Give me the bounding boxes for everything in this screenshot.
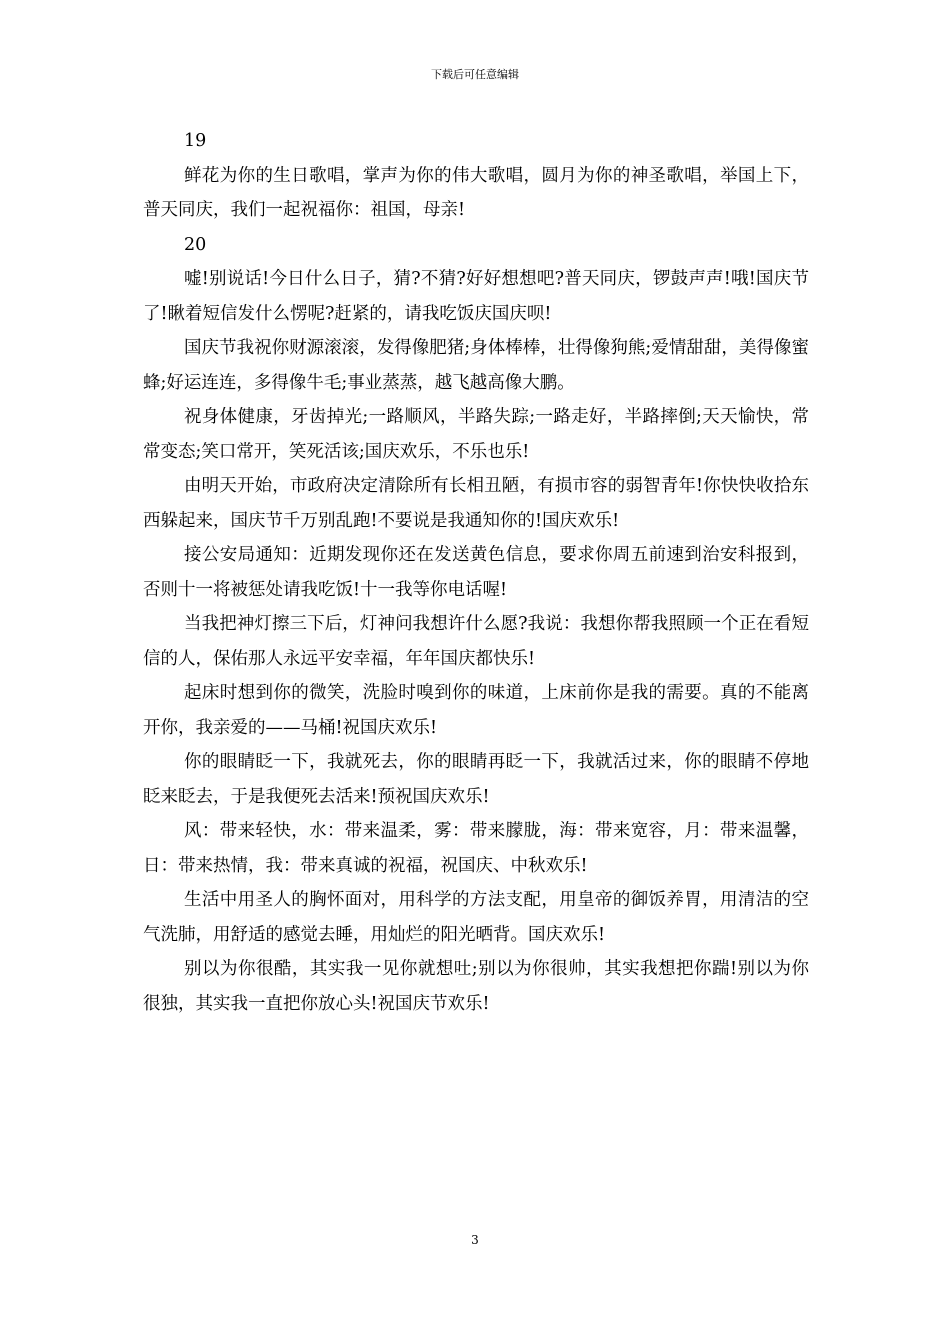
page-header: 下载后可任意编辑	[431, 68, 519, 81]
page-number: 3	[471, 1233, 479, 1247]
item-number: 19	[184, 131, 207, 151]
paragraph: 你的眼睛眨一下，我就死去，你的眼睛再眨一下，我就活过来，你的眼睛不停地眨来眨去，于是我便死去活来!预祝国庆欢乐!	[143, 752, 809, 807]
paragraph: 起床时想到你的微笑，洗脸时嗅到你的味道，上床前你是我的需要。真的不能离开你，我亲爱的——马桶!祝国庆欢乐!	[143, 683, 809, 738]
paragraph: 国庆节我祝你财源滚滚，发得像肥猪;身体棒棒，壮得像狗熊;爱情甜甜，美得像蜜蜂;好运连连，多得像牛毛;事业蒸蒸，越飞越高像大鹏。	[143, 338, 809, 393]
paragraph: 嘘!别说话!今日什么日子，猜?不猜?好好想想吧?普天同庆，锣鼓声声!哦!国庆节了!瞅着短信发什么愣呢?赶紧的，请我吃饭庆国庆呗!	[143, 269, 809, 324]
paragraph: 接公安局通知：近期发现你还在发送黄色信息，要求你周五前速到治安科报到，否则十一将被惩处请我吃饭!十一我等你电话喔!	[143, 545, 809, 600]
item-number: 20	[184, 234, 207, 255]
paragraph: 由明天开始，市政府决定清除所有长相丑陋，有损市容的弱智青年!你快快收拾东西躲起来，国庆节千万别乱跑!不要说是我通知你的!国庆欢乐!	[143, 476, 809, 531]
paragraph: 风：带来轻快，水：带来温柔，雾：带来朦胧，海：带来宽容，月：带来温馨，日：带来热情，我：带来真诚的祝福，祝国庆、中秋欢乐!	[143, 821, 809, 876]
paragraph: 当我把神灯擦三下后，灯神问我想许什么愿?我说：我想你帮我照顾一个正在看短信的人，保佑那人永远平安幸福，年年国庆都快乐!	[143, 614, 809, 669]
paragraph: 祝身体健康，牙齿掉光;一路顺风，半路失踪;一路走好，半路摔倒;天天愉快，常常变态;笑口常开，笑死活该;国庆欢乐，不乐也乐!	[143, 407, 809, 462]
document-body	[143, 124, 809, 1021]
paragraph: 别以为你很酷，其实我一见你就想吐;别以为你很帅，其实我想把你踹!别以为你很独，其实我一直把你放心头!祝国庆节欢乐!	[143, 959, 809, 1014]
paragraph: 生活中用圣人的胸怀面对，用科学的方法支配，用皇帝的御饭养胃，用清洁的空气洗肺，用舒适的感觉去睡，用灿烂的阳光晒背。国庆欢乐!	[143, 890, 809, 945]
paragraph: 鲜花为你的生日歌唱，掌声为你的伟大歌唱，圆月为你的神圣歌唱，举国上下，普天同庆，我们一起祝福你：祖国，母亲!	[143, 165, 809, 220]
